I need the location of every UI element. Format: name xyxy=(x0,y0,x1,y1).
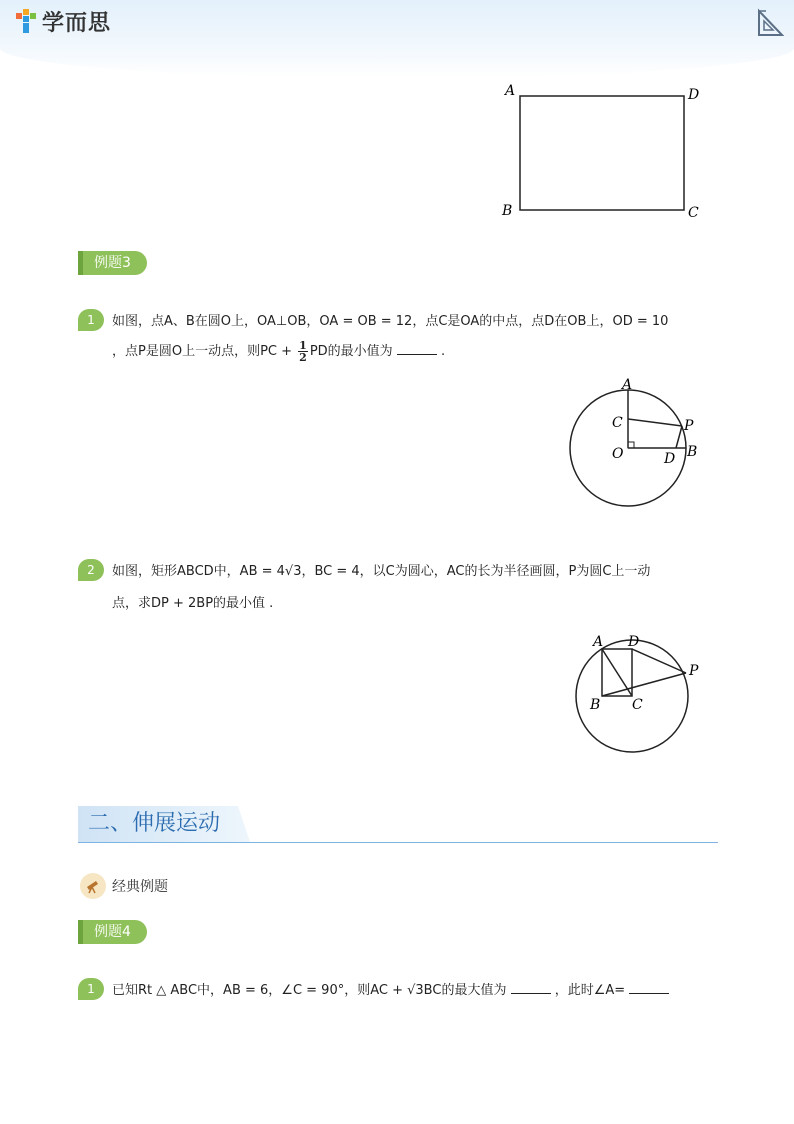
label-b: B xyxy=(502,203,513,219)
label-c: C xyxy=(688,205,699,221)
circle-figure-q2 xyxy=(570,630,710,760)
section-header xyxy=(78,806,718,843)
answer-blank xyxy=(511,981,551,994)
question-text-line: 如图，点A、B在圆O上，OA⊥OB，OA = OB = 12，点C是OA的中点，点D在OB上，OD = 10 xyxy=(112,314,669,329)
label-a: A xyxy=(505,83,516,99)
classic-examples-label: 经典例题 xyxy=(112,879,168,895)
label-o: O xyxy=(612,446,624,462)
label-c: C xyxy=(612,415,623,431)
classic-examples-heading xyxy=(80,873,168,899)
circle-figure-q1 xyxy=(560,370,710,515)
question-text-line: 已知Rt △ ABC中，AB = 6，∠C = 90°，则AC + √3BC的最大值为 ，此时∠A= xyxy=(112,981,669,1001)
section-title: 二、伸展运动 xyxy=(88,811,221,836)
header-band xyxy=(0,0,794,78)
label-p: P xyxy=(689,663,699,679)
answer-blank xyxy=(629,981,669,994)
example-3-tag: 例题3 xyxy=(78,251,147,275)
question-number-badge: 2 xyxy=(78,559,104,581)
question-text-line: 点，求DP + 2BP的最小值 . xyxy=(112,596,274,611)
label-d: D xyxy=(688,87,700,103)
example-4-tag: 例题4 xyxy=(78,920,147,944)
question-number-badge: 1 xyxy=(78,978,104,1000)
fraction: $\frac{1}{2}$ xyxy=(299,339,307,364)
label-b: B xyxy=(590,697,601,713)
label-d: D xyxy=(628,634,640,650)
telescope-icon xyxy=(80,873,106,899)
answer-blank xyxy=(397,342,437,355)
logo xyxy=(16,6,111,37)
label-d: D xyxy=(664,451,676,467)
label-c: C xyxy=(632,697,643,713)
label-p: P xyxy=(684,418,694,434)
label-a: A xyxy=(593,634,604,650)
logo-text: 学而思 xyxy=(42,11,112,36)
rectangle-figure xyxy=(495,80,715,225)
question-number-badge: 1 xyxy=(78,309,104,331)
label-b: B xyxy=(687,444,698,460)
logo-icon xyxy=(16,9,38,35)
label-a: A xyxy=(622,377,633,393)
ruler-triangle-icon xyxy=(756,8,784,42)
question-text-line: ，点P是圆O上一动点，则PC + $\frac{1}{2}$ PD的最小值为 . xyxy=(112,339,446,364)
question-text-line: 如图，矩形ABCD中，AB = 4√3，BC = 4，以C为圆心，AC的长为半径画圆，P为圆C上一动 xyxy=(112,564,651,579)
